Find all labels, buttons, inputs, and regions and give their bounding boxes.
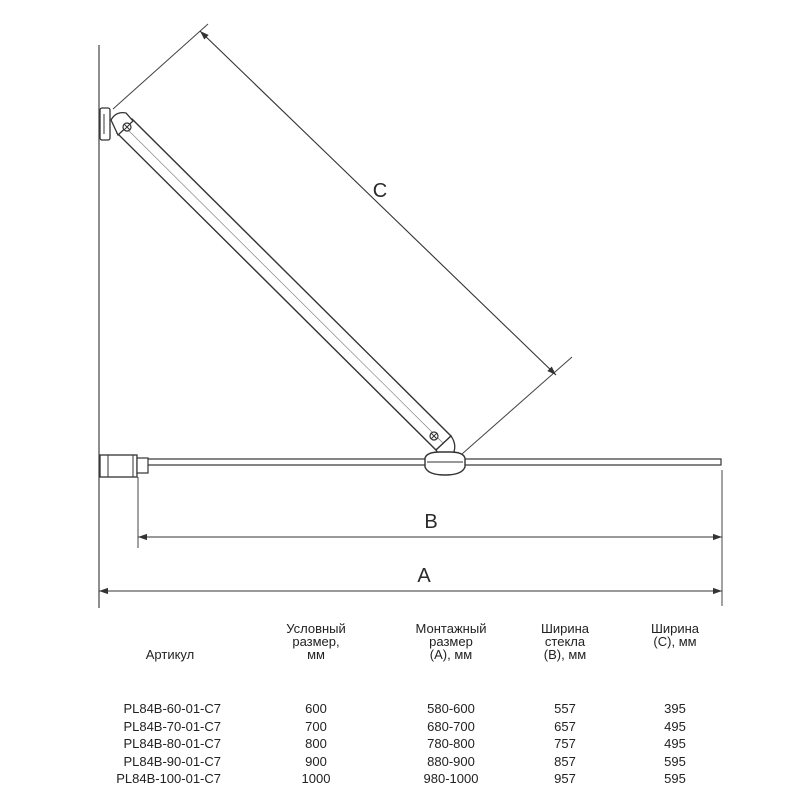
specifications-table (95, 622, 735, 788)
table-cell-article: PL84B-90-01-C7 (123, 753, 221, 769)
support-bar (117, 119, 451, 450)
table-row (95, 735, 735, 753)
dimension-c (200, 31, 556, 375)
table-cell-mounting-size: 680-700 (427, 718, 475, 734)
column-header-article: Артикул (145, 646, 195, 662)
table-cell-nominal-size: 800 (305, 736, 327, 752)
table-cell-mounting-size: 880-900 (427, 753, 475, 769)
table-cell-nominal-size: 600 (305, 701, 327, 717)
table-cell-mounting-size: 980-1000 (423, 771, 479, 787)
column-header-nominal-size: Условный размер, мм (286, 621, 346, 662)
dimension-a-label: A (417, 565, 431, 587)
table-cell-width-c: 395 (664, 701, 686, 717)
dimension-c-label: C (372, 180, 388, 202)
table-cell-mounting-size: 780-800 (427, 736, 475, 752)
table-cell-glass-width: 557 (554, 701, 576, 717)
table-cell-mounting-size: 580-600 (427, 701, 475, 717)
extension-lines (113, 24, 722, 606)
table-cell-glass-width: 757 (554, 736, 576, 752)
table-cell-width-c: 495 (664, 736, 686, 752)
table-cell-article: PL84B-60-01-C7 (123, 701, 221, 717)
dimension-b-label: B (424, 511, 438, 533)
glass-clamp-icon (425, 452, 465, 475)
table-cell-article: PL84B-100-01-C7 (116, 771, 221, 787)
wall-profile-icon (100, 455, 148, 477)
table-cell-nominal-size: 900 (305, 753, 327, 769)
dimension-a (99, 565, 722, 591)
column-header-glass-width: Ширина стекла (B), мм (540, 621, 590, 662)
table-cell-nominal-size: 700 (305, 718, 327, 734)
table-row (95, 718, 735, 736)
table-cell-glass-width: 857 (554, 753, 576, 769)
column-header-width-c: Ширина (C), мм (650, 621, 700, 649)
table-cell-width-c: 595 (664, 771, 686, 787)
table-cell-glass-width: 657 (554, 718, 576, 734)
table-cell-article: PL84B-70-01-C7 (123, 718, 221, 734)
wall-bracket-icon (100, 108, 110, 140)
table-cell-nominal-size: 1000 (301, 771, 331, 787)
table-header-row (95, 622, 735, 700)
table-row (95, 753, 735, 771)
table-cell-width-c: 595 (664, 753, 686, 769)
table-cell-width-c: 495 (664, 718, 686, 734)
column-header-mounting-size: Монтажный размер (A), мм (415, 621, 487, 662)
table-row (95, 770, 735, 788)
dimension-b (138, 511, 722, 537)
table-cell-article: PL84B-80-01-C7 (123, 736, 221, 752)
table-row (95, 700, 735, 718)
table-cell-glass-width: 957 (554, 771, 576, 787)
